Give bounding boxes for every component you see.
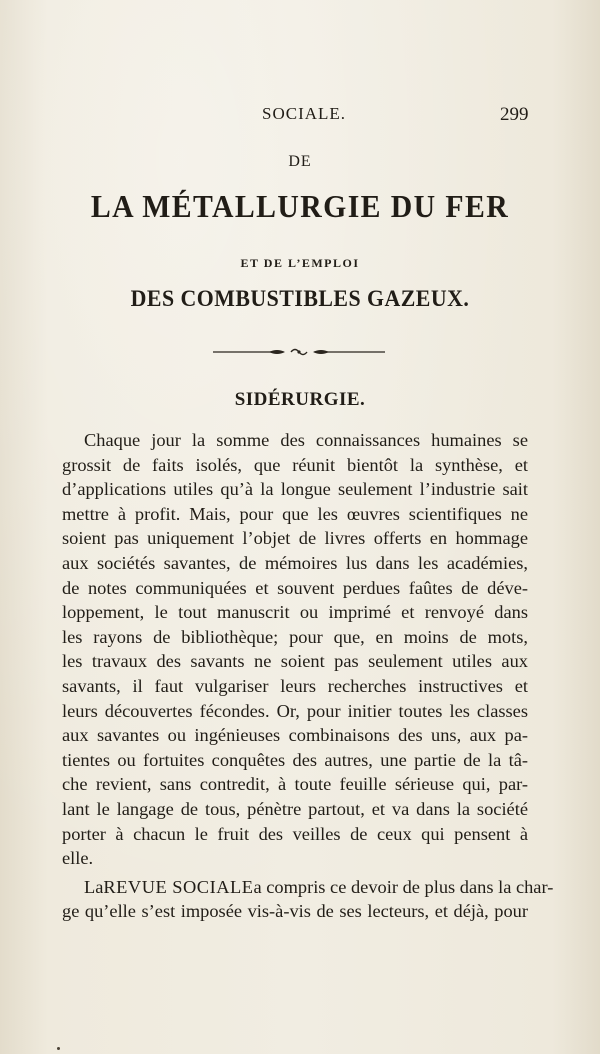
text-line: de notes communiquées et souvent perdues faûtes de déve- <box>62 577 528 598</box>
title-connector: ET DE L’EMPLOI <box>240 256 360 270</box>
text-line: elle. <box>62 848 94 869</box>
text-line: che revient, sans contredit, à toute feuille sérieuse qui, par- <box>62 774 528 795</box>
text-line: savants, il faut vulgariser leurs recherches instructives et <box>62 675 528 696</box>
running-head: SOCIALE. <box>262 104 347 123</box>
article-body <box>62 428 554 924</box>
article-subtitle: DES COMBUSTIBLES GAZEUX. <box>130 286 470 311</box>
text-line: les travaux des savants ne soient pas seulement utiles aux <box>62 651 528 672</box>
text-line: tientes ou fortuites conquêtes des autres, une partie de la tâ- <box>62 749 528 770</box>
text-fragment: a compris ce devoir de plus dans la char- <box>253 876 554 897</box>
page-number: 299 <box>500 104 529 125</box>
text-fragment: La <box>84 876 104 897</box>
text-line: d’applications utiles qu’à la longue seulement l’industrie sait <box>62 479 528 500</box>
section-heading: SIDÉRURGIE. <box>234 389 366 410</box>
text-line: Chaque jour la somme des connaissances humaines se <box>84 430 528 450</box>
text-line: porter à chacun le fruit des veilles de ceux qui pensent à <box>62 823 528 844</box>
text-line: leurs découvertes fécondes. Or, pour initier toutes les classes <box>62 700 528 721</box>
article-title: LA MÉTALLURGIE DU FER <box>90 188 510 224</box>
text-line: soient pas uniquement l’objet de livres offerts en hommage <box>62 528 528 549</box>
journal-name: REVUE SOCIALE <box>103 876 254 897</box>
ornamental-rule-icon <box>213 346 385 358</box>
text-line: ge qu’elle s’est imposée vis-à-vis de ses lecteurs, et déjà, pour <box>62 901 528 922</box>
text-line: mettre à profit. Mais, pour que les œuvres scientifiques ne <box>62 503 528 524</box>
text-line: loppement, le tout manuscrit ou imprimé et renvoyé dans <box>62 602 528 623</box>
text-line: les rayons de bibliothèque; pour que, en moins de mots, <box>62 626 528 647</box>
text-line: grossit de faits isolés, que réunit bientôt la synthèse, et <box>62 454 528 475</box>
text-line: aux sociétés savantes, de mémoires lus dans les académies, <box>62 552 528 573</box>
paper-speck <box>57 1047 60 1050</box>
text-line: lant le langage de tous, pénètre partout, et va dans la société <box>62 798 528 819</box>
text-line <box>62 875 554 900</box>
title-prefix: DE <box>288 153 312 170</box>
paragraph-1 <box>62 428 528 871</box>
paragraph-2 <box>62 875 554 924</box>
text-line: aux savantes ou ingénieuses combinaisons des uns, aux pa- <box>62 725 528 746</box>
